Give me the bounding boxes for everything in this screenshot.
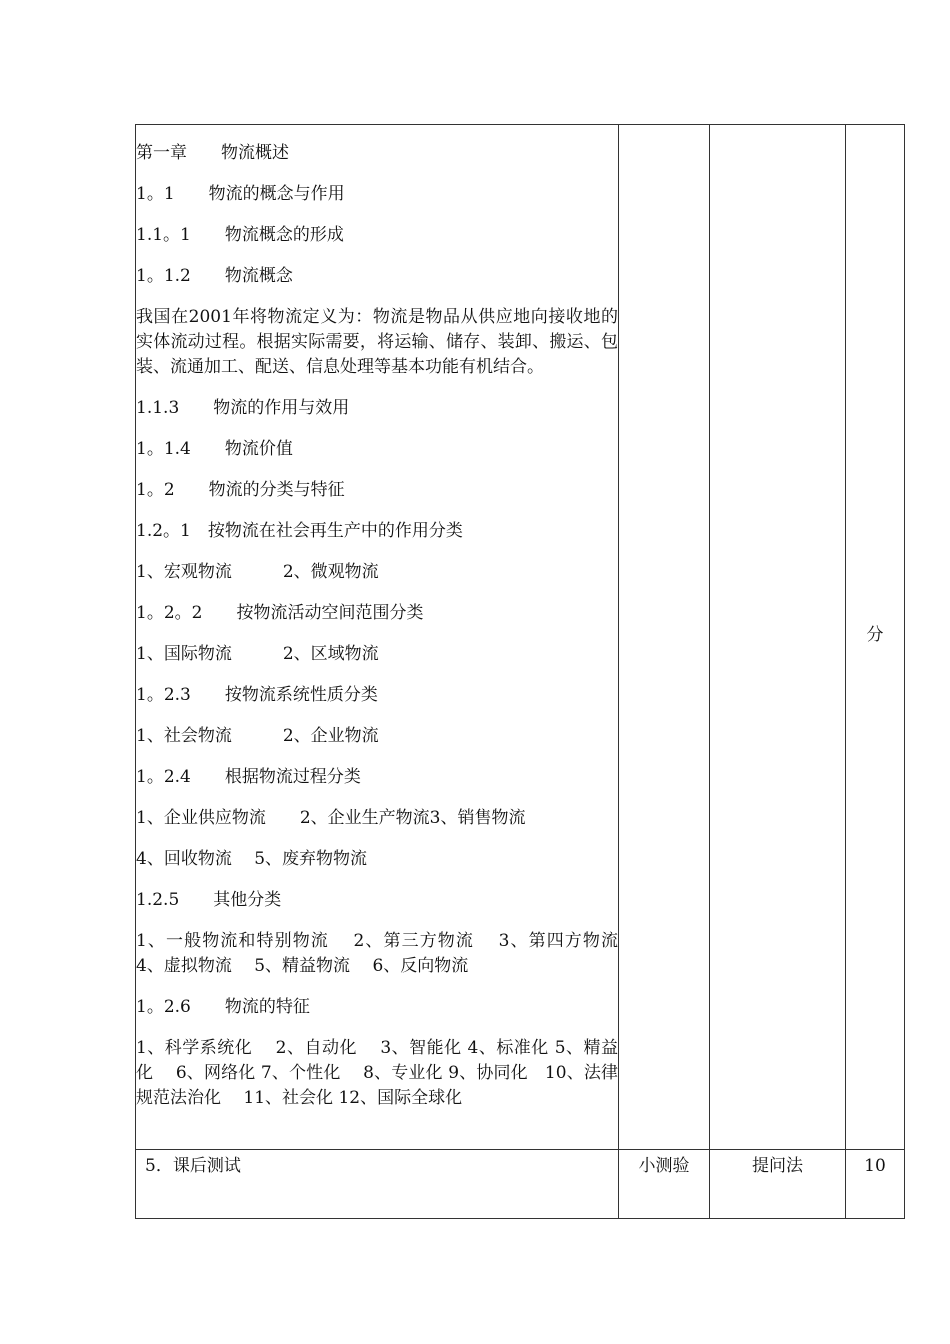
line-gap <box>136 289 618 305</box>
text-line: 1。2.6 物流的特征 <box>136 997 310 1017</box>
line-gap <box>136 125 618 141</box>
method-cell: 小测验 <box>619 1150 710 1219</box>
text-line: 1。2.4 根据物流过程分类 <box>136 767 361 787</box>
line-gap <box>136 207 618 223</box>
table-row <box>136 125 905 1150</box>
text-line: 1。2。2 按物流活动空间范围分类 <box>136 603 424 623</box>
paragraph: 我国在2001年将物流定义为：物流是物品从供应地向接收地的实体流动过程。根据实际需要，将运输、储存、装卸、搬运、包装、流通加工、配送、信息处理等基本功能有机结合。 <box>136 307 618 377</box>
content-lines <box>136 125 618 1111</box>
line-gap <box>136 544 618 560</box>
text-line: 1.2。1 按物流在社会再生产中的作用分类 <box>136 521 463 541</box>
line-gap <box>136 913 618 929</box>
line-gap <box>136 1020 618 1036</box>
approach-cell <box>710 125 846 1150</box>
line-gap <box>136 979 618 995</box>
lesson-plan-table <box>135 124 905 1219</box>
line-gap <box>136 166 618 182</box>
line-gap <box>136 790 618 806</box>
line-gap <box>136 503 618 519</box>
text-line: 1、社会物流 2、企业物流 <box>136 726 379 746</box>
text-line: 1.1。1 物流概念的形成 <box>136 225 344 245</box>
content-cell: 5．课后测试 <box>136 1150 619 1219</box>
text-line: 1、国际物流 2、区域物流 <box>136 644 379 664</box>
text-line: 1.2.5 其他分类 <box>136 890 282 910</box>
text-line: 1。1 物流的概念与作用 <box>136 184 345 204</box>
paragraph: 1、科学系统化 2、自动化 3、智能化 4、标准化 5、精益化 6、网络化 7、个性化 8、专业化 9、协同化 10、法律规范法治化 11、社会化 12、国际全球化 <box>136 1038 618 1108</box>
line-gap <box>136 667 618 683</box>
text-line: 4、回收物流 5、废弃物物流 <box>136 849 368 869</box>
text-line: 1。2.3 按物流系统性质分类 <box>136 685 378 705</box>
line-gap <box>136 585 618 601</box>
line-gap <box>136 421 618 437</box>
line-gap <box>136 626 618 642</box>
line-gap <box>136 462 618 478</box>
time-cell: 10 <box>846 1150 905 1219</box>
text-line: 1。1.2 物流概念 <box>136 266 293 286</box>
line-gap <box>136 248 618 264</box>
time-unit: 分 <box>866 625 884 645</box>
line-gap <box>136 831 618 847</box>
method-cell <box>619 125 710 1150</box>
text-line: 1、宏观物流 2、微观物流 <box>136 562 379 582</box>
text-line: 1。1.4 物流价值 <box>136 439 293 459</box>
line-gap <box>136 749 618 765</box>
paragraph: 1、一般物流和特别物流 2、第三方物流 3、第四方物流 4、虚拟物流 5、精益物流 6、反向物流 <box>136 931 618 976</box>
time-cell <box>846 125 905 1150</box>
line-gap <box>136 872 618 888</box>
approach-cell: 提问法 <box>710 1150 846 1219</box>
text-line: 1。2 物流的分类与特征 <box>136 480 345 500</box>
text-line: 1、企业供应物流 2、企业生产物流3、销售物流 <box>136 808 526 828</box>
text-line: 1.1.3 物流的作用与效用 <box>136 398 350 418</box>
table-row <box>136 1150 905 1219</box>
text-line: 第一章 物流概述 <box>136 143 289 163</box>
content-cell <box>136 125 619 1150</box>
line-gap <box>136 380 618 396</box>
line-gap <box>136 708 618 724</box>
